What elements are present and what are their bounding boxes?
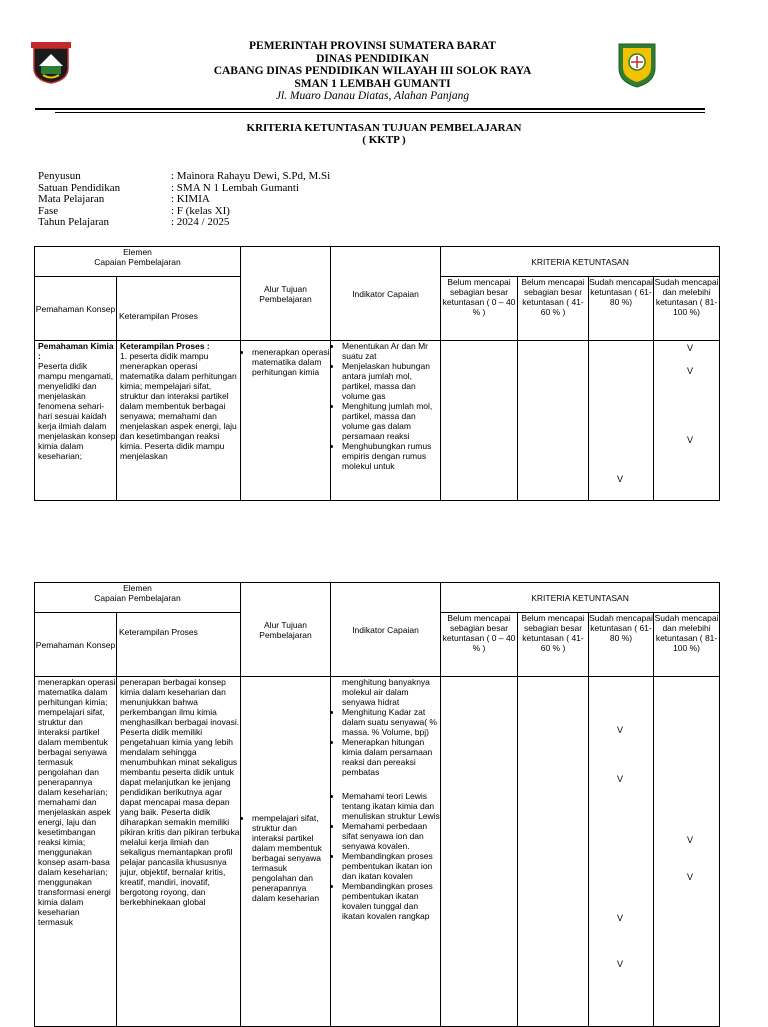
indikator-header	[331, 247, 441, 341]
score-cell-41-60	[518, 341, 589, 501]
indikator-item: • Menghubungkan rumus empiris dengan rumus molekul untuk	[342, 441, 440, 471]
elemen-header	[35, 247, 241, 277]
score-cell-61-80	[589, 341, 654, 501]
keterampilan-title: Keterampilan Proses :	[120, 341, 210, 351]
atp-label: Alur Tujuan Pembelajaran	[259, 619, 312, 640]
indikator-header	[331, 583, 441, 677]
info-value: : SMA N 1 Lembah Gumanti	[171, 181, 300, 194]
keterampilan-text: penerapan berbagai konsep kimia dalam keseharian dan menunjukkan bahwa perkembangan ilmu kimia menghasilkan berbagai inovasi. Peserta didik memiliki pengetahuan kimia yang lebih mendalam sehingga menumbuhkan minat sekaligus membantu peserta didik untuk dapat melanjutkan ke jenjang pendidikan berikutnya agar dapat mencapai masa depan yang baik. Peserta didik diharapkan semakin memiliki pikiran kritis dan pikiran terbuka melalui kerja ilmiah dan sekaligus memantapkan profil pelajar pancasila khususnya jujur, objektif, bernalar kritis, kreatif, mandiri, inovatif, bergotong royong, dan berkebhinekaan global	[120, 677, 240, 907]
kriteria-label: KRITERIA KETUNTASAN	[531, 592, 629, 603]
criteria-61-80	[589, 277, 654, 341]
indikator-item: • Menghitung jumlah mol, partikel, massa dan volume gas dalam persamaan reaksi	[342, 401, 440, 441]
elemen-header	[35, 583, 241, 613]
header-rule-thin	[55, 112, 705, 113]
check-mark: V	[617, 774, 624, 784]
criteria-0-40	[441, 277, 518, 341]
info-label: Penyusun	[38, 170, 81, 182]
indikator-label: Indikator Capaian	[352, 624, 419, 635]
criteria-61-80-label: Sudah mencapai ketuntasan ( 61-80 %)	[589, 613, 653, 643]
score-cell-0-40	[441, 341, 518, 501]
title-line-1: KRITERIA KETUNTASAN TUJUAN PEMBELAJARAN	[246, 122, 522, 134]
check-mark: V	[617, 959, 624, 969]
criteria-0-40	[441, 613, 518, 677]
keterampilan-cell	[117, 677, 241, 1027]
info-value: : 2024 / 2025	[171, 216, 230, 228]
criteria-41-60-label: Belum mencapai sebagian besar ketuntasan ( 41- 60 % )	[521, 613, 585, 653]
indikator-item: • Memahami perbedaan sifat senyawa ion dan senyawa kovalen.	[342, 821, 440, 851]
check-mark: V	[687, 435, 694, 445]
criteria-81-100-label: Sudah mencapai dan melebihi ketuntasan ( 81-100 %)	[654, 613, 719, 653]
pemahaman-text: menerapkan operasi matematika dalam perhitungan kimia; mempelajari sifat, struktur dan interaksi partikel dalam membentuk berbagai senyawa termasuk pengolahan dan penerapannya dalam keseharian; memahami dan menjelaskan aspek energi, laju dan kesetimbangan reaksi kimia; menggunakan konsep asam-basa dalam keseharian; menggunakan transformasi energi kimia dalam keseharian termasuk	[38, 677, 116, 927]
atp-header	[241, 583, 331, 677]
keterampilan-header	[117, 277, 241, 341]
kriteria-header	[441, 247, 720, 277]
letterhead	[180, 40, 565, 103]
kriteria-header	[441, 583, 720, 613]
elemen-label: Elemen	[123, 583, 152, 593]
atp-cell	[241, 677, 331, 1027]
indikator-item: • Menentukan Ar dan Mr suatu zat	[342, 341, 440, 361]
document-title	[150, 122, 618, 146]
info-value: : Mainora Rahayu Dewi, S.Pd, M.Si	[171, 170, 331, 182]
keterampilan-label: Keterampilan Proses	[119, 627, 198, 637]
document-info	[38, 171, 330, 229]
pemahaman-text: Peserta didik mampu mengamati, menyelidiki dan menjelaskan fenomena sehari-hari sesuai kaidah kerja ilmiah dalam menjelaskan konsep kimia dalam keseharian;	[38, 361, 116, 461]
kktp-table-1	[34, 246, 720, 501]
indikator-item: • Menjelaskan hubungan antara jumlah mol, partikel, massa dan volume gas	[342, 361, 440, 401]
indikator-item: • Menerapkan hitungan kimia dalam persamaan reaksi dan pereaksi pembatas	[342, 737, 440, 777]
info-row	[38, 171, 330, 183]
atp-cell	[241, 341, 331, 501]
info-row	[38, 194, 330, 206]
info-label: Tahun Pelajaran	[38, 216, 110, 228]
criteria-41-60	[518, 277, 589, 341]
header-line-1: PEMERINTAH PROVINSI SUMATERA BARAT	[249, 40, 496, 52]
check-mark: V	[617, 474, 624, 484]
indikator-lead: menghitung banyaknya molekul air dalam senyawa hidrat	[342, 677, 430, 707]
indikator-cell	[331, 677, 441, 1027]
info-value: : F (kelas XI)	[171, 204, 230, 217]
score-cell-0-40	[441, 677, 518, 1027]
province-logo	[31, 42, 71, 84]
pemahaman-cell	[35, 677, 117, 1027]
indikator-item: • Menghitung Kadar zat dalam suatu senyawa( % massa. % Volume, bpj)	[342, 707, 440, 737]
keterampilan-text: 1. peserta didik mampu menerapkan operasi matematika dalam perhitungan kimia; mempelajari sifat, struktur dan interaksi partikel dalam membentuk berbagai senyawa; memahami dan menjelaskan aspek energi, laju dan kesetimbangan reaksi kimia. Peserta didik mampu menjelaskan	[120, 351, 237, 461]
indikator-cell	[331, 341, 441, 501]
criteria-41-60	[518, 613, 589, 677]
header-line-4: SMAN 1 LEMBAH GUMANTI	[294, 77, 451, 90]
check-mark: V	[687, 366, 694, 376]
header-address: Jl. Muaro Danau Diatas, Alahan Panjang	[275, 90, 470, 102]
score-cell-81-100	[654, 677, 720, 1027]
info-label: Mata Pelajaran	[38, 193, 105, 205]
check-mark: V	[687, 872, 694, 882]
title-line-2: ( KKTP )	[362, 134, 406, 146]
check-mark: V	[687, 835, 694, 845]
pemahaman-label: Pemahaman Konsep	[35, 639, 116, 650]
cp-label: Capaian Pembelajaran	[94, 257, 181, 267]
check-mark: V	[617, 725, 624, 735]
atp-item: • mempelajari sifat, struktur dan interaksi partikel dalam membentuk berbagai senyawa termasuk pengolahan dan penerapannya dalam keseharian	[252, 813, 330, 903]
criteria-0-40-label: Belum mencapai sebagian besar ketuntasan ( 0 – 40 % )	[442, 613, 516, 653]
header-line-2: DINAS PENDIDIKAN	[316, 52, 429, 65]
score-cell-81-100	[654, 341, 720, 501]
criteria-81-100	[654, 277, 720, 341]
atp-header	[241, 247, 331, 341]
pemahaman-header	[35, 613, 117, 677]
header-rule-thick	[35, 108, 705, 110]
keterampilan-header	[117, 613, 241, 677]
info-row	[38, 217, 330, 229]
criteria-81-100-label: Sudah mencapai dan melebihi ketuntasan ( 81-100 %)	[654, 277, 719, 317]
check-mark: V	[687, 343, 694, 353]
score-cell-41-60	[518, 677, 589, 1027]
indikator-item: • Membandingkan proses pembentukan ikatan kovalen tunggal dan ikatan kovalen rangkap	[342, 881, 440, 921]
header-line-3: CABANG DINAS PENDIDIKAN WILAYAH III SOLOK RAYA	[213, 65, 532, 77]
cp-label: Capaian Pembelajaran	[94, 593, 181, 603]
pemahaman-cell	[35, 341, 117, 501]
info-label: Fase	[38, 204, 59, 217]
criteria-41-60-label: Belum mencapai sebagian besar ketuntasan ( 41- 60 % )	[521, 277, 585, 317]
info-value: : KIMIA	[171, 193, 210, 205]
keterampilan-label: Keterampilan Proses	[119, 310, 198, 321]
pemahaman-label: Pemahaman Konsep	[35, 303, 116, 314]
check-mark: V	[617, 913, 624, 923]
kriteria-label: KRITERIA KETUNTASAN	[531, 256, 629, 267]
elemen-label: Elemen	[123, 247, 152, 257]
criteria-61-80-label: Sudah mencapai ketuntasan ( 61-80 %)	[589, 277, 653, 307]
criteria-0-40-label: Belum mencapai sebagian besar ketuntasan ( 0 – 40 % )	[442, 277, 516, 317]
keterampilan-cell	[117, 341, 241, 501]
criteria-61-80	[589, 613, 654, 677]
indikator-item: • Membandingkan proses pembentukan ikatan ion dan ikatan kovalen	[342, 851, 440, 881]
kktp-table-2	[34, 582, 720, 1027]
score-cell-61-80	[589, 677, 654, 1027]
atp-label: Alur Tujuan Pembelajaran	[259, 283, 312, 304]
indikator-label: Indikator Capaian	[352, 288, 419, 299]
pemahaman-title: Pemahaman Kimia :	[38, 341, 114, 361]
info-label: Satuan Pendidikan	[38, 181, 121, 194]
indikator-item: • Memahami teori Lewis tentang ikatan kimia dan menuliskan struktur Lewis	[342, 791, 440, 821]
pemahaman-header	[35, 277, 117, 341]
regency-logo	[617, 40, 657, 88]
criteria-81-100	[654, 613, 720, 677]
atp-item: • menerapkan operasi matematika dalam perhitungan kimia	[252, 347, 330, 377]
